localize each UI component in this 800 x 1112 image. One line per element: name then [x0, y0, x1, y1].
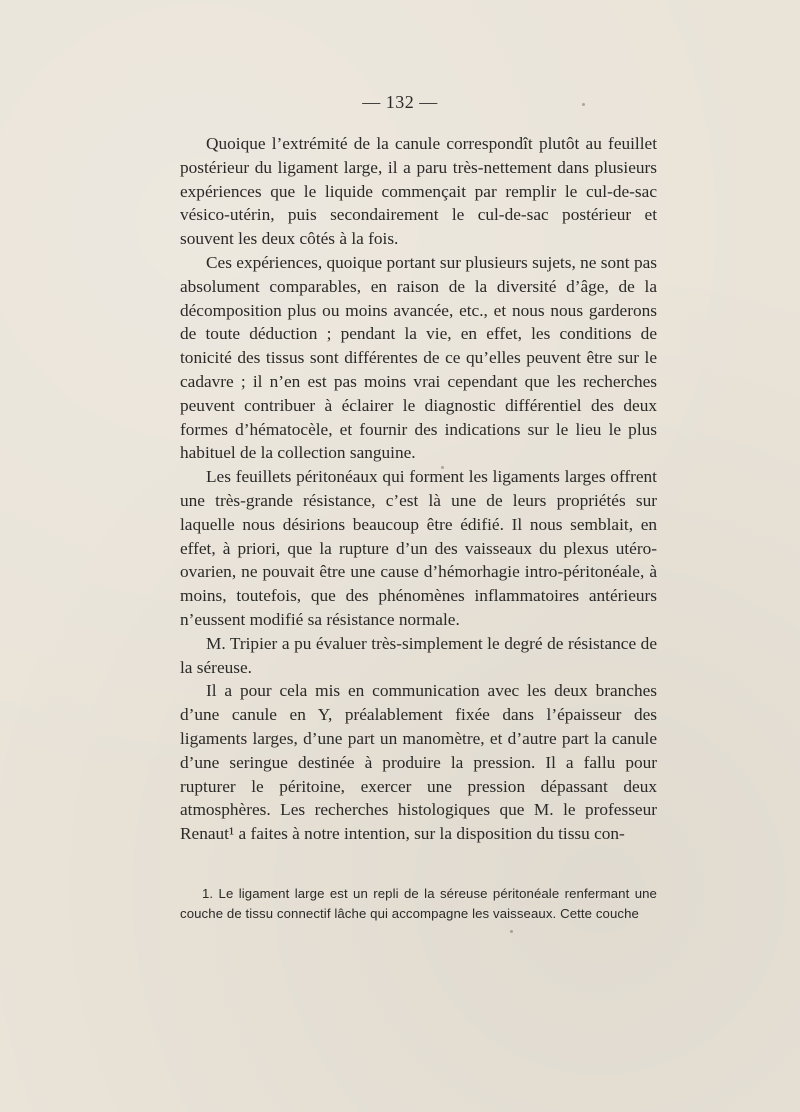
main-text-block: [180, 132, 657, 846]
footnote: 1. Le ligament large est un repli de la séreuse péritonéale renfermant une couche de tissu connectif lâche qui accompagne les vaisseaux. Cette couche: [180, 886, 657, 921]
paper-speck: [441, 466, 444, 469]
paragraph-5: Il a pour cela mis en communication avec les deux branches d’une canule en Y, préalablement fixée dans l’épaisseur des ligaments larges, d’une part un manomètre, et d’autre part la canule d’une seringue destinée à produire la pression. Il a fallu pour rupturer le péritoine, exercer une pression dépassant deux atmosphères. Les recherches histologiques que M. le professeur Renaut¹ a faites à notre intention, sur la disposition du tissu con-: [180, 681, 657, 844]
paper-speck: [510, 930, 513, 933]
paragraph-2: Ces expériences, quoique portant sur plusieurs sujets, ne sont pas absolument comparables, en raison de la diversité d’âge, de la décomposition plus ou moins avancée, etc., et nous nous garderons de toute déduction ; pendant la vie, en effet, les conditions de tonicité des tissus sont différentes de ce qu’elles peuvent être sur le cadavre ; il n’en est pas moins vrai cependant que les recherches peuvent contribuer à éclairer le diagnostic différentiel des deux formes d’hématocèle, et fournir des indications sur le lieu le plus habituel de la collection sanguine.: [180, 252, 657, 463]
paragraph-3: Les feuillets péritonéaux qui forment les ligaments larges offrent une très-grande résistance, c’est là une de leurs propriétés sur laquelle nous désirions beaucoup être édifié. Il nous semblait, en effet, à priori, que la rupture d’un des vaisseaux du plexus utéro-ovarien, ne pouvait être une cause d’hémorhagie intro-péritonéale, à moins, toutefois, que des phénomènes inflammatoires antérieurs n’eussent modifié sa résistance normale.: [180, 467, 657, 629]
paper-speck: [582, 103, 585, 106]
paragraph-1: Quoique l’extrémité de la canule correspondît plutôt au feuillet postérieur du ligament large, il a paru très-nettement dans plusieurs expériences que le liquide commençait par remplir le cul-de-sac vésico-utérin, puis secondairement le cul-de-sac postérieur et souvent les deux côtés à la fois.: [180, 134, 657, 249]
page-number: — 132 —: [362, 92, 438, 112]
paragraph-4: M. Tripier a pu évaluer très-simplement le degré de résistance de la séreuse.: [180, 633, 657, 677]
